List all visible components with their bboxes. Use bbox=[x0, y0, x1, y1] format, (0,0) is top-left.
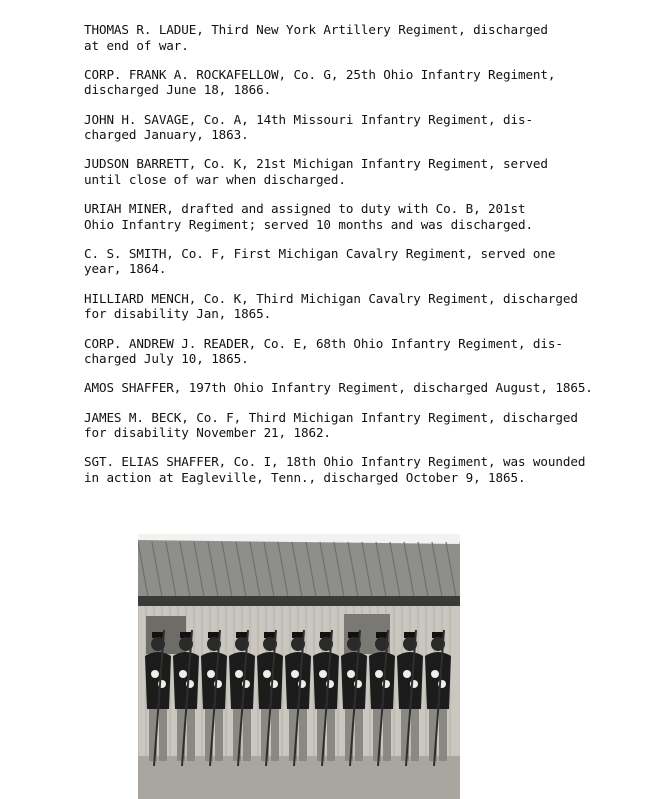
soldiers-photograph-icon bbox=[138, 534, 460, 799]
roster-entry: JAMES M. BECK, Co. F, Third Michigan Infantry Regiment, discharged for disability November 21, 1862. bbox=[84, 409, 578, 441]
white-glove bbox=[319, 670, 327, 678]
roster-entry: HILLIARD MENCH, Co. K, Third Michigan Cavalry Regiment, discharged for disability Jan, 1865. bbox=[84, 290, 578, 322]
trouser-leg bbox=[243, 709, 251, 761]
trouser-leg bbox=[411, 709, 419, 761]
trouser-leg bbox=[187, 709, 195, 761]
white-glove bbox=[263, 670, 271, 678]
roster-entry: C. S. SMITH, Co. F, First Michigan Cavalry Regiment, served one year, 1864. bbox=[84, 245, 556, 277]
roster-entry: JUDSON BARRETT, Co. K, 21st Michigan Infantry Regiment, served until close of war when discharged. bbox=[84, 156, 548, 187]
roster-entry: THOMAS R. LADUE, Third New York Artillery Regiment, discharged at end of war. bbox=[84, 22, 548, 53]
roster-entry: AMOS SHAFFER, 197th Ohio Infantry Regiment, discharged August, 1865. bbox=[84, 380, 593, 396]
roster-entry: JOHN H. SAVAGE, Co. A, 14th Missouri Infantry Regiment, dis- charged January, 1863. bbox=[84, 111, 533, 143]
trouser-leg bbox=[215, 709, 223, 761]
trouser-leg bbox=[439, 709, 447, 761]
roster-entry: URIAH MINER, drafted and assigned to duty with Co. B, 201st Ohio Infantry Regiment; served 10 months and was discharged. bbox=[84, 201, 533, 232]
roof-eave bbox=[138, 596, 460, 606]
white-glove bbox=[347, 670, 355, 678]
trouser-leg bbox=[355, 709, 363, 761]
roster-entry: SGT. ELIAS SHAFFER, Co. I, 18th Ohio Infantry Regiment, was wounded in action at Eagleville, Tenn., discharged October 9, 1865. bbox=[84, 454, 586, 485]
white-glove bbox=[151, 670, 159, 678]
white-glove bbox=[403, 670, 411, 678]
trouser-leg bbox=[299, 709, 307, 761]
white-glove bbox=[179, 670, 187, 678]
trouser-leg bbox=[159, 709, 167, 761]
white-glove bbox=[431, 670, 439, 678]
ground bbox=[138, 756, 460, 799]
roster-entry: CORP. FRANK A. ROCKAFELLOW, Co. G, 25th Ohio Infantry Regiment, discharged June 18, 1866. bbox=[84, 66, 556, 98]
roof bbox=[138, 540, 460, 600]
trouser-leg bbox=[383, 709, 391, 761]
photo-canvas bbox=[138, 534, 460, 799]
white-glove bbox=[291, 670, 299, 678]
white-glove bbox=[207, 670, 215, 678]
white-glove bbox=[235, 670, 243, 678]
trouser-leg bbox=[327, 709, 335, 761]
roster-entry: CORP. ANDREW J. READER, Co. E, 68th Ohio Infantry Regiment, dis- charged July 10, 1865. bbox=[84, 335, 563, 367]
trouser-leg bbox=[271, 709, 279, 761]
white-glove bbox=[375, 670, 383, 678]
roster-list bbox=[84, 22, 624, 499]
